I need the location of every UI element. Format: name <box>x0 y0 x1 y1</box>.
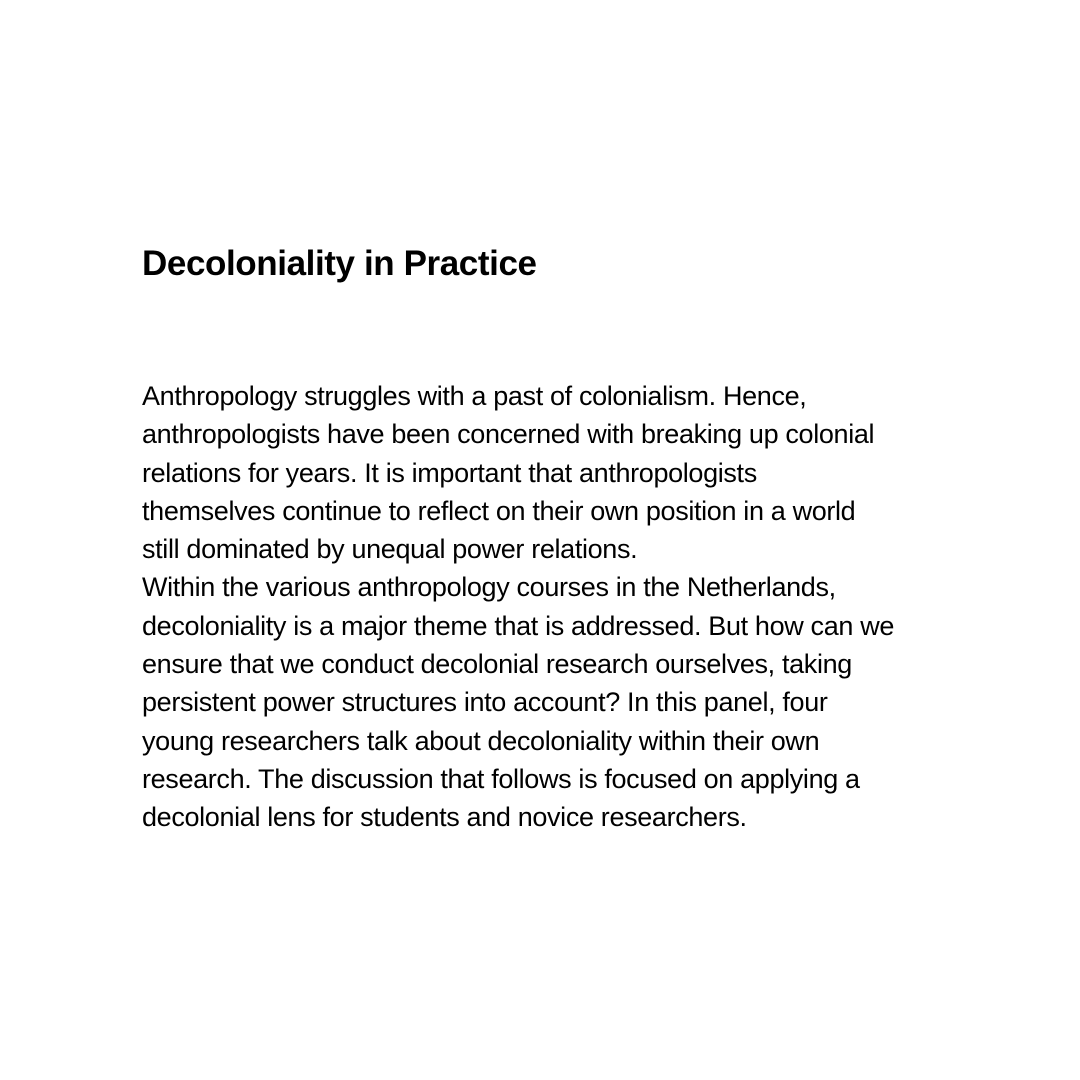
body-text <box>142 377 1022 837</box>
body-line: decoloniality is a major theme that is addressed. But how can we <box>142 610 895 641</box>
body-line: relations for years. It is important that anthropologists <box>142 457 757 488</box>
body-line: decolonial lens for students and novice researchers. <box>142 802 747 833</box>
body-line: Within the various anthropology courses in the Netherlands, <box>142 572 836 603</box>
page-title: Decoloniality in Practice <box>142 244 537 283</box>
body-line: research. The discussion that follows is focused on applying a <box>142 763 860 794</box>
body-line: themselves continue to reflect on their own position in a world <box>142 495 856 526</box>
body-line: ensure that we conduct decolonial research ourselves, taking <box>142 649 852 680</box>
body-line: Anthropology struggles with a past of colonialism. Hence, <box>142 381 807 411</box>
body-line: young researchers talk about decoloniality within their own <box>142 725 820 756</box>
body-line: persistent power structures into account? In this panel, four <box>142 687 828 718</box>
body-line: still dominated by unequal power relations. <box>142 534 638 565</box>
body-line: anthropologists have been concerned with breaking up colonial <box>142 419 875 450</box>
